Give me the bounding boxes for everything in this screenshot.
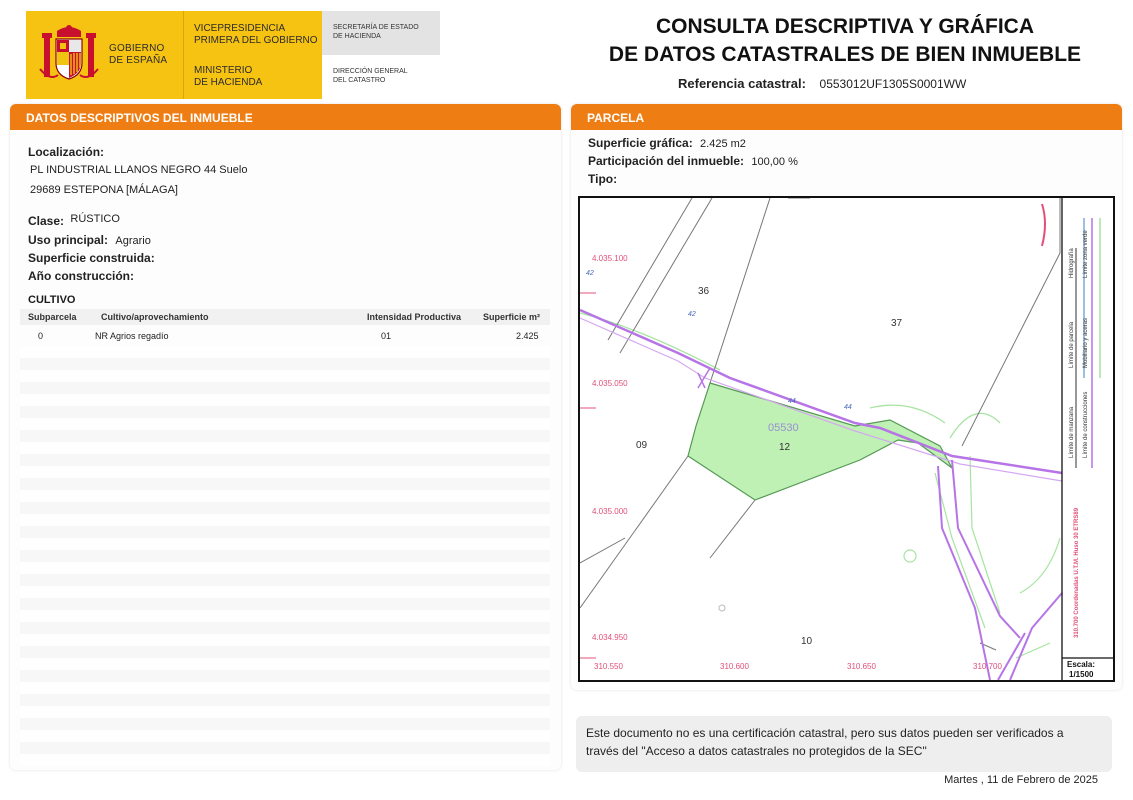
uso-row [28, 233, 151, 247]
cell-superficie: 2.425 [516, 331, 539, 341]
cadastral-map[interactable] [578, 196, 1115, 682]
secretaria-label: SECRETARÍA DE ESTADO DE HACIENDA [333, 24, 419, 40]
col-cultivo: Cultivo/aprovechamiento [101, 312, 209, 322]
y-coord-4: 4.034.950 [592, 633, 628, 642]
x-coord-1: 310.550 [594, 662, 623, 671]
disclaimer-note [576, 716, 1112, 772]
uso-label: Uso principal: [28, 233, 109, 247]
y-coord-2: 4.035.050 [592, 379, 628, 388]
superficie-grafica-label: Superficie gráfica: [588, 136, 693, 150]
parcel-label-36: 36 [698, 286, 710, 297]
cell-subparcela: 0 [38, 331, 44, 341]
page-title: CONSULTA DESCRIPTIVA Y GRÁFICA DE DATOS CATASTRALES DE BIEN INMUEBLE [608, 15, 1082, 66]
legend-item-manzana: Límite de manzana [1069, 406, 1075, 458]
table-row [20, 328, 550, 344]
clase-value: RÚSTICO [70, 213, 120, 225]
x-coord-4: 310.700 [973, 662, 1002, 671]
clase-row [28, 214, 120, 228]
cell-cultivo: NR Agrios regadío [95, 331, 169, 341]
participacion-value: 100,00 % [751, 156, 798, 168]
parcela-section-title: PARCELA [571, 104, 1122, 130]
document-date: Martes , 11 de Febrero de 2025 [944, 774, 1098, 786]
street-number-1: 42 [586, 270, 594, 277]
secretaria-block [322, 11, 440, 55]
superficie-grafica-row [588, 136, 746, 150]
localizacion-line2: 29689 ESTEPONA [MÁLAGA] [30, 184, 178, 196]
disclaimer-line1: Este documento no es una certificación catastral, pero sus datos pueden ser verificados a [586, 726, 1064, 740]
ref-label: Referencia catastral: [678, 76, 806, 91]
localizacion-line1: PL INDUSTRIAL LLANOS NEGRO 44 Suelo [30, 164, 248, 176]
x-coord-3: 310.650 [847, 662, 876, 671]
col-superficie: Superficie m² [483, 312, 541, 322]
participacion-row [588, 154, 798, 168]
map-legend [1066, 208, 1112, 468]
parcel-label-10: 10 [801, 636, 813, 647]
ref-value: 0553012UF1305S0001WW [819, 77, 967, 91]
street-number-3: 44 [788, 398, 796, 405]
scale-value: 1/1500 [1069, 670, 1094, 679]
direccion-general-label: DIRECCIÓN GENERAL DEL CATASTRO [333, 68, 408, 84]
tipo-label: Tipo: [588, 172, 618, 186]
col-subparcela: Subparcela [28, 312, 77, 322]
legend-item-zona-verde: Límite zona verde [1083, 230, 1089, 278]
vicepresidencia-label: VICEPRESIDENCIA PRIMERA DEL GOBIERNO [194, 23, 318, 46]
legend-item-parcela: Límite de parcela [1069, 321, 1075, 368]
cell-intensidad: 01 [381, 331, 392, 341]
parcel-label-37: 37 [891, 318, 903, 329]
descriptive-section-title: DATOS DESCRIPTIVOS DEL INMUEBLE [10, 104, 561, 130]
cultivo-table-header [20, 309, 550, 325]
street-number-4: 44 [844, 404, 852, 411]
cultivo-table-body [20, 346, 550, 766]
y-coord-1: 4.035.100 [592, 254, 628, 263]
map-drawing [580, 198, 1113, 680]
superficie-grafica-value: 2.425 m2 [700, 138, 746, 150]
y-coord-3: 4.035.000 [592, 507, 628, 516]
x-coord-2: 310.600 [720, 662, 749, 671]
legend-item-construcciones: Límite de construcciones [1083, 391, 1089, 458]
coord-note: 310.700 Coordenadas U.T.M. Huso 30 ETRS89 [1074, 507, 1080, 638]
localizacion-label: Localización: [28, 145, 105, 159]
clase-label: Clase: [28, 214, 65, 228]
block-label-05530: 05530 [768, 422, 799, 434]
participacion-label: Participación del inmueble: [588, 154, 745, 168]
anio-construccion-label: Año construcción: [28, 269, 135, 283]
col-intensidad: Intensidad Productiva [367, 312, 462, 322]
parcel-label-12: 12 [779, 442, 791, 453]
legend-item-mobiliario: Mobiliario y aceras [1083, 317, 1089, 368]
uso-value: Agrario [115, 235, 151, 247]
legend-item-hidrografia: Hidrografía [1069, 248, 1075, 278]
parcel-label-09: 09 [636, 440, 648, 451]
cultivo-title: CULTIVO [28, 294, 76, 306]
coat-of-arms-icon [38, 23, 100, 89]
scale-label: Escala: [1067, 660, 1096, 669]
ministry-block [183, 11, 322, 99]
superficie-construida-label: Superficie construida: [28, 251, 155, 265]
reference-line [678, 76, 966, 91]
gobierno-de-espana: GOBIERNO DE ESPAÑA [109, 43, 168, 66]
ministerio-label: MINISTERIO DE HACIENDA [194, 65, 263, 88]
street-number-2: 42 [688, 311, 696, 318]
disclaimer-line2: través del "Acceso a datos catastrales no protegidos de la SEC" [586, 744, 927, 758]
